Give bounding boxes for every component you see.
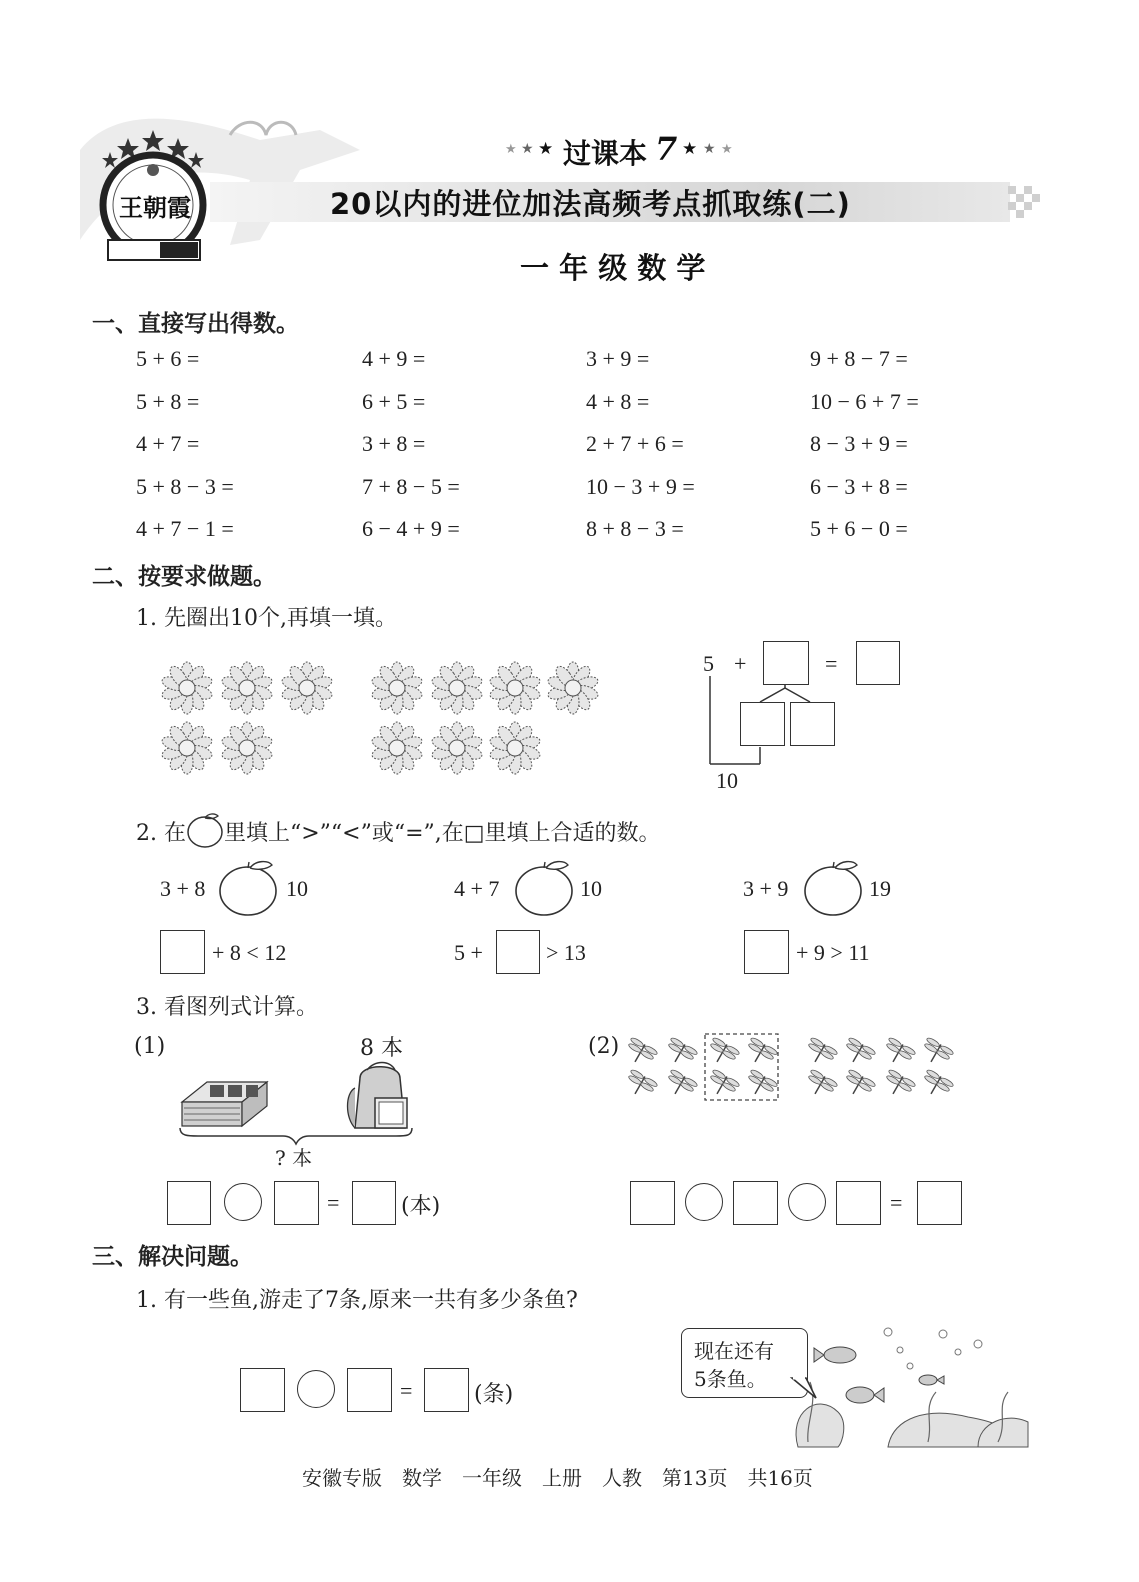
problem: 6 − 3 + 8 = bbox=[810, 474, 908, 499]
answer-box[interactable] bbox=[630, 1181, 675, 1225]
section-2-heading: 二、按要求做题。 bbox=[92, 564, 276, 590]
unit-label: (条) bbox=[474, 1382, 514, 1407]
dragonflies-illustration bbox=[625, 1030, 965, 1110]
bubble-line-1: 现在还有 bbox=[694, 1339, 774, 1363]
problem: 5 + 8 = bbox=[136, 389, 200, 414]
problem: 10 − 6 + 7 = bbox=[810, 389, 919, 414]
flower-icon bbox=[430, 722, 483, 774]
answer-box[interactable] bbox=[496, 930, 540, 974]
series-label bbox=[505, 130, 745, 170]
series-number: 7 bbox=[655, 130, 678, 168]
flower-icon bbox=[370, 722, 423, 774]
dragonfly-icon bbox=[742, 1069, 778, 1102]
answer-box[interactable] bbox=[424, 1368, 469, 1412]
q1-instruction: 1. 先圈出10个,再填一填。 bbox=[136, 606, 397, 631]
q3-part2-label: (2) bbox=[588, 1034, 620, 1059]
compare-right: 19 bbox=[869, 876, 891, 901]
operator-circle[interactable] bbox=[224, 1183, 262, 1221]
dragonfly-icon bbox=[880, 1069, 916, 1102]
dragonfly-icon bbox=[880, 1037, 916, 1070]
books-count-label: 8 本 bbox=[360, 1036, 403, 1061]
section-3-heading: 三、解决问题。 bbox=[92, 1244, 253, 1270]
flower-icon bbox=[430, 662, 483, 714]
left-number: 5 bbox=[703, 651, 714, 676]
dragonfly-icon bbox=[802, 1069, 838, 1102]
apple-circle[interactable] bbox=[514, 860, 576, 918]
problem: 5 + 6 − 0 = bbox=[810, 516, 908, 541]
problem: 6 + 5 = bbox=[362, 389, 426, 414]
apple-circle[interactable] bbox=[803, 860, 865, 918]
page-title: 20以内的进位加法高频考点抓取练(二) bbox=[330, 187, 851, 221]
answer-box[interactable] bbox=[347, 1368, 392, 1412]
star-icon: ★ bbox=[721, 142, 733, 157]
page-footer: 安徽专版 数学 一年级 上册 人教 第13页 共16页 bbox=[302, 1466, 813, 1490]
star-icon: ★ bbox=[703, 141, 716, 157]
q2-text-a: 2. 在 bbox=[136, 821, 186, 846]
plus-sign: + bbox=[734, 651, 747, 676]
split-box[interactable] bbox=[790, 702, 835, 746]
compare-left: 3 + 9 bbox=[743, 876, 789, 901]
answer-box[interactable] bbox=[917, 1181, 962, 1225]
operator-circle[interactable] bbox=[297, 1370, 335, 1408]
flower-icon bbox=[220, 662, 273, 714]
flower-icon bbox=[160, 722, 213, 774]
q3-instruction: 3. 看图列式计算。 bbox=[136, 995, 318, 1020]
dragonfly-icon bbox=[662, 1069, 698, 1102]
apple-icon bbox=[186, 817, 224, 847]
problem: 5 + 6 = bbox=[136, 346, 200, 371]
logo-text: 王朝霞 bbox=[119, 193, 191, 222]
flower-icon bbox=[220, 722, 273, 774]
problem: 7 + 8 − 5 = bbox=[362, 474, 460, 499]
answer-box[interactable] bbox=[274, 1181, 319, 1225]
section-1-heading: 一、直接写出得数。 bbox=[92, 311, 299, 337]
flower-icon bbox=[488, 722, 541, 774]
bubble-line-2: 5条鱼。 bbox=[694, 1367, 767, 1391]
dragonfly-icon bbox=[802, 1037, 838, 1070]
operator-circle[interactable] bbox=[788, 1183, 826, 1221]
series-name: 过课本 bbox=[563, 137, 648, 170]
star-icon: ★ bbox=[505, 142, 517, 157]
equals-sign: = bbox=[825, 651, 838, 676]
operator-circle[interactable] bbox=[685, 1183, 723, 1221]
dragonfly-icon bbox=[622, 1037, 658, 1070]
total-question-label: ? 本 bbox=[275, 1146, 313, 1170]
flower-group-left bbox=[155, 660, 355, 790]
dragonfly-icon bbox=[704, 1069, 740, 1102]
answer-box[interactable] bbox=[352, 1181, 396, 1225]
flower-icon bbox=[160, 662, 213, 714]
answer-box[interactable] bbox=[744, 930, 789, 974]
compare-right: 10 bbox=[580, 876, 602, 901]
star-icon: ★ bbox=[521, 141, 534, 157]
bottom-number: 10 bbox=[716, 768, 738, 793]
compare-left: 3 + 8 bbox=[160, 876, 206, 901]
equals-sign: = bbox=[327, 1190, 340, 1215]
problem: 2 + 7 + 6 = bbox=[586, 431, 684, 456]
answer-box[interactable] bbox=[160, 930, 205, 974]
problem: 6 − 4 + 9 = bbox=[362, 516, 460, 541]
problem: 9 + 8 − 7 = bbox=[810, 346, 908, 371]
dragonfly-icon bbox=[742, 1037, 778, 1070]
s3-q1-text: 1. 有一些鱼,游走了7条,原来一共有多少条鱼? bbox=[136, 1288, 578, 1313]
flower-icon bbox=[280, 662, 333, 714]
problem: 4 + 9 = bbox=[362, 346, 426, 371]
flower-icon bbox=[370, 662, 423, 714]
problem: 10 − 3 + 9 = bbox=[586, 474, 695, 499]
problem: 8 + 8 − 3 = bbox=[586, 516, 684, 541]
speech-bubble bbox=[681, 1328, 808, 1398]
answer-box[interactable] bbox=[167, 1181, 211, 1225]
compare-right: 10 bbox=[286, 876, 308, 901]
answer-box[interactable] bbox=[836, 1181, 881, 1225]
q3-part1-label: (1) bbox=[134, 1034, 166, 1059]
flower-icon bbox=[546, 662, 599, 714]
flower-group-right bbox=[365, 660, 625, 790]
inequality-text: + 9 > 11 bbox=[796, 940, 870, 965]
star-icon: ★ bbox=[682, 139, 698, 159]
split-box[interactable] bbox=[740, 702, 785, 746]
brand-logo bbox=[98, 130, 208, 270]
page-subtitle: 一 年 级 数 学 bbox=[520, 251, 706, 285]
unit-label: (本) bbox=[401, 1194, 441, 1219]
problem: 4 + 7 = bbox=[136, 431, 200, 456]
inequality-text: + 8 < 12 bbox=[212, 940, 287, 965]
star-icon: ★ bbox=[538, 139, 554, 159]
problem: 4 + 8 = bbox=[586, 389, 650, 414]
apple-circle[interactable] bbox=[218, 860, 280, 918]
dragonfly-icon bbox=[662, 1037, 698, 1070]
dragonfly-icon bbox=[704, 1037, 740, 1070]
dragonfly-icon bbox=[918, 1037, 954, 1070]
answer-box[interactable] bbox=[733, 1181, 778, 1225]
dragonfly-icon bbox=[622, 1069, 658, 1102]
q2-text-b: 里填上“>”“<”或“=”,在□里填上合适的数。 bbox=[223, 821, 661, 846]
inequality-text: > 13 bbox=[546, 940, 586, 965]
problem: 3 + 8 = bbox=[362, 431, 426, 456]
books-illustration bbox=[172, 1072, 282, 1132]
equals-sign: = bbox=[400, 1378, 413, 1403]
dragonfly-icon bbox=[918, 1069, 954, 1102]
bubble-tail bbox=[790, 1374, 830, 1404]
problem: 5 + 8 − 3 = bbox=[136, 474, 234, 499]
dragonfly-icon bbox=[840, 1037, 876, 1070]
q2-instruction bbox=[136, 816, 661, 847]
problem: 8 − 3 + 9 = bbox=[810, 431, 908, 456]
problem: 4 + 7 − 1 = bbox=[136, 516, 234, 541]
equals-sign: = bbox=[890, 1190, 903, 1215]
problem: 3 + 9 = bbox=[586, 346, 650, 371]
answer-box[interactable] bbox=[240, 1368, 285, 1412]
inequality-text: 5 + bbox=[454, 940, 483, 965]
compare-left: 4 + 7 bbox=[454, 876, 500, 901]
dragonfly-icon bbox=[840, 1069, 876, 1102]
flower-icon bbox=[488, 662, 541, 714]
